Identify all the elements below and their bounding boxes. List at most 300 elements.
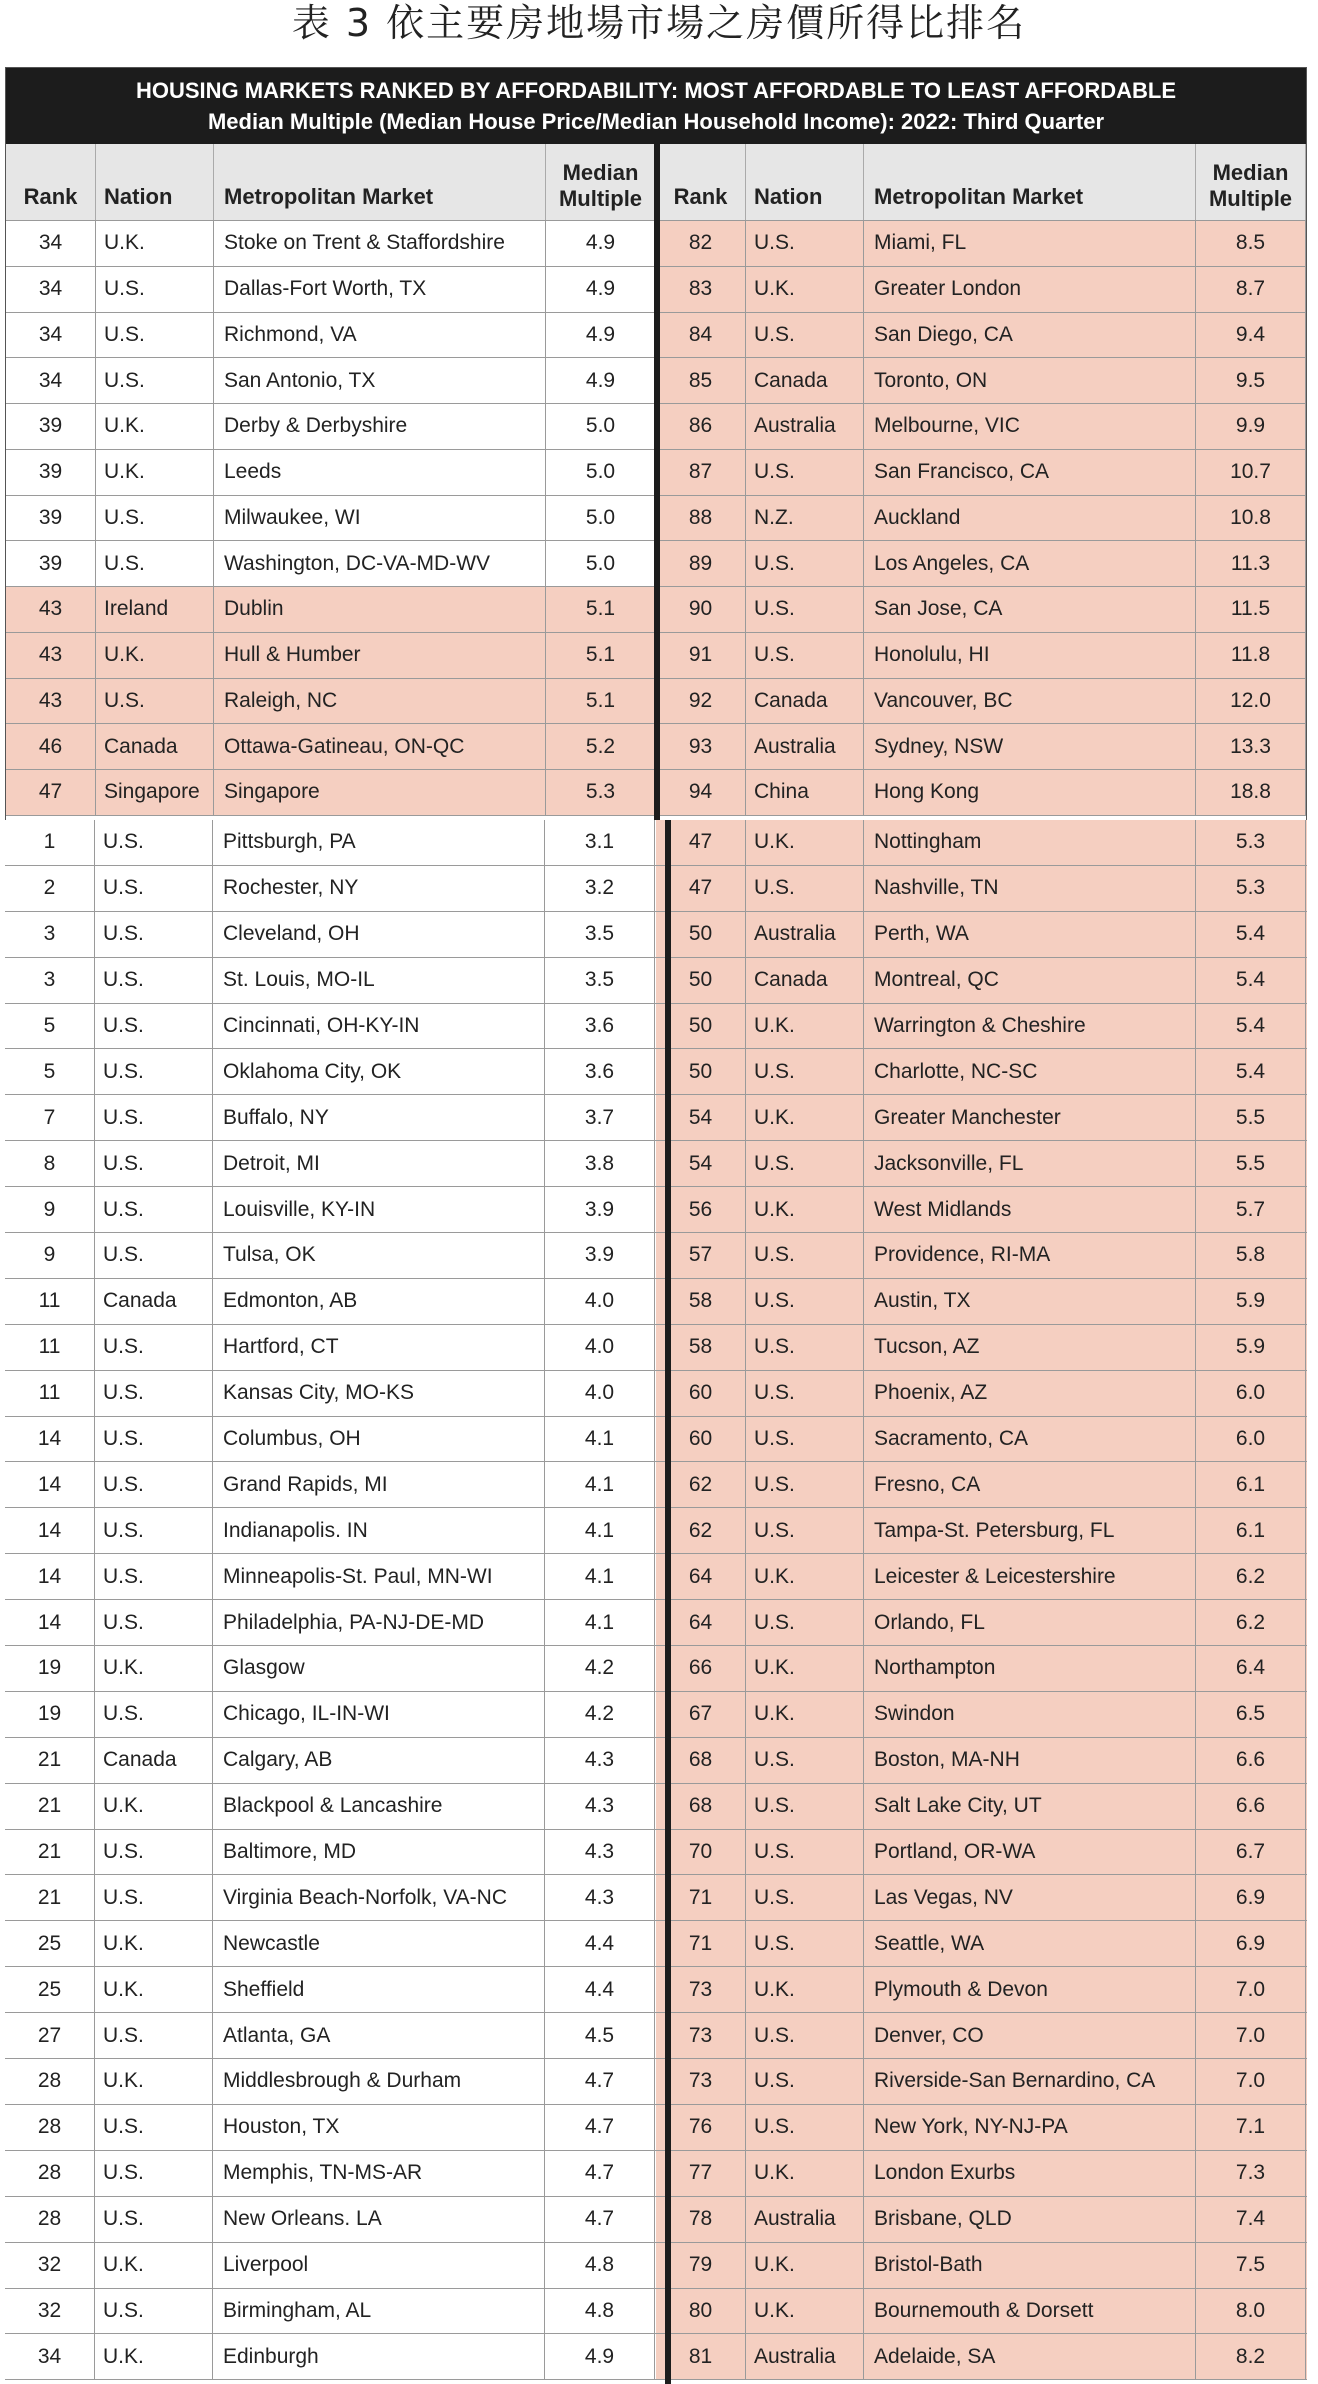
multiple-cell: 3.6 bbox=[545, 1049, 655, 1094]
metro-cell: Montreal, QC bbox=[864, 958, 1196, 1003]
multiple-cell: 6.6 bbox=[1196, 1784, 1306, 1829]
multiple-cell: 6.9 bbox=[1196, 1921, 1306, 1966]
rank-cell: 76 bbox=[656, 2105, 746, 2150]
rank-cell: 14 bbox=[5, 1417, 95, 1462]
metro-cell: Auckland bbox=[864, 496, 1196, 541]
multiple-cell: 9.5 bbox=[1196, 358, 1306, 403]
nation-cell: U.S. bbox=[95, 1600, 213, 1645]
metro-cell: Columbus, OH bbox=[213, 1417, 545, 1462]
table-row bbox=[5, 1921, 656, 1967]
rank-cell: 60 bbox=[656, 1371, 746, 1416]
table-row bbox=[5, 2151, 656, 2197]
multiple-cell: 4.3 bbox=[545, 1738, 655, 1783]
multiple-cell: 3.7 bbox=[545, 1095, 655, 1140]
banner-line-2: Median Multiple (Median House Price/Median Household Income): 2022: Third Quarter bbox=[207, 109, 1105, 134]
multiple-cell: 4.9 bbox=[546, 221, 656, 266]
multiple-cell: 6.0 bbox=[1196, 1371, 1306, 1416]
metro-cell: San Diego, CA bbox=[864, 313, 1196, 358]
multiple-cell: 5.9 bbox=[1196, 1325, 1306, 1370]
nation-cell: U.S. bbox=[746, 2105, 864, 2150]
metro-cell: London Exurbs bbox=[864, 2151, 1196, 2196]
table-row bbox=[656, 1004, 1307, 1050]
nation-cell: U.S. bbox=[95, 2289, 213, 2334]
rank-cell: 21 bbox=[5, 1784, 95, 1829]
table-row bbox=[656, 1600, 1307, 1646]
metro-cell: Warrington & Cheshire bbox=[864, 1004, 1196, 1049]
rank-cell: 67 bbox=[656, 1692, 746, 1737]
nation-cell: U.S. bbox=[96, 496, 214, 541]
metro-cell: Raleigh, NC bbox=[214, 679, 546, 724]
metro-cell: Chicago, IL-IN-WI bbox=[213, 1692, 545, 1737]
bottom-right-half bbox=[656, 820, 1307, 2380]
nation-cell: U.S. bbox=[746, 1417, 864, 1462]
metro-cell: Orlando, FL bbox=[864, 1600, 1196, 1645]
metro-cell: Hartford, CT bbox=[213, 1325, 545, 1370]
nation-cell: U.K. bbox=[95, 2243, 213, 2288]
table-row bbox=[656, 1830, 1307, 1876]
metro-cell: Plymouth & Devon bbox=[864, 1967, 1196, 2012]
metro-cell: Salt Lake City, UT bbox=[864, 1784, 1196, 1829]
multiple-cell: 4.9 bbox=[545, 2334, 655, 2379]
table-row bbox=[5, 1784, 656, 1830]
rank-cell: 7 bbox=[5, 1095, 95, 1140]
multiple-cell: 11.5 bbox=[1196, 587, 1306, 632]
metro-cell: Swindon bbox=[864, 1692, 1196, 1737]
rank-cell: 21 bbox=[5, 1830, 95, 1875]
nation-cell: U.S. bbox=[95, 1004, 213, 1049]
nation-cell: China bbox=[746, 770, 864, 815]
table-row bbox=[656, 358, 1306, 404]
metro-cell: Middlesbrough & Durham bbox=[213, 2059, 545, 2104]
multiple-cell: 7.0 bbox=[1196, 2013, 1306, 2058]
rank-cell: 28 bbox=[5, 2059, 95, 2104]
table-row bbox=[5, 1371, 656, 1417]
table-row bbox=[6, 404, 656, 450]
metro-cell: Minneapolis-St. Paul, MN-WI bbox=[213, 1554, 545, 1599]
rank-cell: 19 bbox=[5, 1646, 95, 1691]
multiple-cell: 5.3 bbox=[546, 770, 656, 815]
header-rank: Rank bbox=[656, 144, 746, 220]
table-row bbox=[656, 1784, 1307, 1830]
multiple-cell: 4.7 bbox=[545, 2105, 655, 2150]
table-row bbox=[656, 1508, 1307, 1554]
table-row bbox=[656, 587, 1306, 633]
metro-cell: Greater London bbox=[864, 267, 1196, 312]
metro-cell: Pittsburgh, PA bbox=[213, 820, 545, 865]
metro-cell: Riverside-San Bernardino, CA bbox=[864, 2059, 1196, 2104]
bottom-left-half bbox=[5, 820, 656, 2380]
table-row bbox=[5, 1279, 656, 1325]
multiple-cell: 9.9 bbox=[1196, 404, 1306, 449]
rank-cell: 73 bbox=[656, 2059, 746, 2104]
header-multiple bbox=[1196, 144, 1306, 220]
table-row bbox=[5, 1600, 656, 1646]
table-row bbox=[656, 1049, 1307, 1095]
multiple-cell: 5.3 bbox=[1196, 820, 1306, 865]
nation-cell: U.K. bbox=[746, 1095, 864, 1140]
metro-cell: Austin, TX bbox=[864, 1279, 1196, 1324]
table-row bbox=[656, 633, 1306, 679]
nation-cell: U.S. bbox=[95, 1141, 213, 1186]
nation-cell: U.K. bbox=[746, 1646, 864, 1691]
header-rank: Rank bbox=[6, 144, 96, 220]
metro-cell: Richmond, VA bbox=[214, 313, 546, 358]
multiple-cell: 5.8 bbox=[1196, 1233, 1306, 1278]
rank-cell: 43 bbox=[6, 633, 96, 678]
bottom-table-body bbox=[5, 820, 1307, 2380]
table-row bbox=[656, 1141, 1307, 1187]
rank-cell: 28 bbox=[5, 2151, 95, 2196]
metro-cell: Hong Kong bbox=[864, 770, 1196, 815]
multiple-cell: 4.1 bbox=[545, 1600, 655, 1645]
table-row bbox=[656, 1187, 1307, 1233]
metro-cell: Perth, WA bbox=[864, 912, 1196, 957]
table-row bbox=[5, 1462, 656, 1508]
nation-cell: U.K. bbox=[96, 633, 214, 678]
rank-cell: 34 bbox=[6, 267, 96, 312]
rank-cell: 82 bbox=[656, 221, 746, 266]
metro-cell: Bristol-Bath bbox=[864, 2243, 1196, 2288]
header-nation: Nation bbox=[96, 144, 214, 220]
rank-cell: 62 bbox=[656, 1508, 746, 1553]
multiple-cell: 6.1 bbox=[1196, 1462, 1306, 1507]
rank-cell: 3 bbox=[5, 958, 95, 1003]
nation-cell: U.S. bbox=[95, 1462, 213, 1507]
rank-cell: 73 bbox=[656, 2013, 746, 2058]
nation-cell: Singapore bbox=[96, 770, 214, 815]
table-row bbox=[5, 1554, 656, 1600]
table-row bbox=[5, 1049, 656, 1095]
top-right-half bbox=[656, 144, 1306, 816]
table-row bbox=[6, 541, 656, 587]
metro-cell: Boston, MA-NH bbox=[864, 1738, 1196, 1783]
metro-cell: Seattle, WA bbox=[864, 1921, 1196, 1966]
metro-cell: Glasgow bbox=[213, 1646, 545, 1691]
table-row bbox=[656, 1646, 1307, 1692]
nation-cell: U.S. bbox=[95, 1095, 213, 1140]
multiple-cell: 8.5 bbox=[1196, 221, 1306, 266]
header-row bbox=[656, 144, 1306, 221]
metro-cell: Virginia Beach-Norfolk, VA-NC bbox=[213, 1875, 545, 1920]
nation-cell: U.S. bbox=[95, 958, 213, 1003]
header-multiple-line-2: Multiple bbox=[1208, 186, 1293, 211]
nation-cell: U.K. bbox=[96, 221, 214, 266]
multiple-cell: 5.2 bbox=[546, 724, 656, 769]
rank-cell: 3 bbox=[5, 912, 95, 957]
multiple-cell: 6.0 bbox=[1196, 1417, 1306, 1462]
multiple-cell: 4.1 bbox=[545, 1417, 655, 1462]
rank-cell: 46 bbox=[6, 724, 96, 769]
multiple-cell: 4.4 bbox=[545, 1967, 655, 2012]
nation-cell: Australia bbox=[746, 404, 864, 449]
rank-cell: 73 bbox=[656, 1967, 746, 2012]
table-row bbox=[656, 496, 1306, 542]
rank-cell: 8 bbox=[5, 1141, 95, 1186]
rank-cell: 62 bbox=[656, 1462, 746, 1507]
rank-cell: 57 bbox=[656, 1233, 746, 1278]
rank-cell: 50 bbox=[656, 912, 746, 957]
top-table bbox=[5, 67, 1307, 821]
table-row bbox=[656, 1875, 1307, 1921]
header-metro: Metropolitan Market bbox=[864, 144, 1196, 220]
metro-cell: Grand Rapids, MI bbox=[213, 1462, 545, 1507]
rank-cell: 28 bbox=[5, 2105, 95, 2150]
table-row bbox=[5, 958, 656, 1004]
metro-cell: Buffalo, NY bbox=[213, 1095, 545, 1140]
metro-cell: Kansas City, MO-KS bbox=[213, 1371, 545, 1416]
multiple-cell: 4.1 bbox=[545, 1554, 655, 1599]
nation-cell: U.K. bbox=[95, 1967, 213, 2012]
table-row bbox=[656, 958, 1307, 1004]
nation-cell: U.S. bbox=[746, 1325, 864, 1370]
multiple-cell: 6.1 bbox=[1196, 1508, 1306, 1553]
metro-cell: Houston, TX bbox=[213, 2105, 545, 2150]
metro-cell: Calgary, AB bbox=[213, 1738, 545, 1783]
metro-cell: Vancouver, BC bbox=[864, 679, 1196, 724]
metro-cell: Fresno, CA bbox=[864, 1462, 1196, 1507]
rank-cell: 64 bbox=[656, 1554, 746, 1599]
table-row bbox=[6, 313, 656, 359]
rank-cell: 80 bbox=[656, 2289, 746, 2334]
multiple-cell: 4.7 bbox=[545, 2197, 655, 2242]
rank-cell: 25 bbox=[5, 1921, 95, 1966]
metro-cell: New Orleans. LA bbox=[213, 2197, 545, 2242]
nation-cell: Canada bbox=[746, 358, 864, 403]
table-row bbox=[5, 1830, 656, 1876]
rank-cell: 9 bbox=[5, 1187, 95, 1232]
table-row bbox=[656, 1738, 1307, 1784]
metro-cell: West Midlands bbox=[864, 1187, 1196, 1232]
multiple-cell: 4.0 bbox=[545, 1279, 655, 1324]
nation-cell: U.K. bbox=[95, 1784, 213, 1829]
nation-cell: U.S. bbox=[746, 1279, 864, 1324]
bottom-table bbox=[5, 820, 1307, 2384]
rank-cell: 92 bbox=[656, 679, 746, 724]
metro-cell: Jacksonville, FL bbox=[864, 1141, 1196, 1186]
metro-cell: Las Vegas, NV bbox=[864, 1875, 1196, 1920]
rank-cell: 43 bbox=[6, 679, 96, 724]
table-row bbox=[656, 313, 1306, 359]
table-row bbox=[656, 2105, 1307, 2151]
table-row bbox=[6, 770, 656, 816]
metro-cell: Leicester & Leicestershire bbox=[864, 1554, 1196, 1599]
multiple-cell: 5.1 bbox=[546, 587, 656, 632]
rank-cell: 39 bbox=[6, 450, 96, 495]
multiple-cell: 5.0 bbox=[546, 404, 656, 449]
table-row bbox=[5, 1095, 656, 1141]
rank-cell: 11 bbox=[5, 1325, 95, 1370]
nation-cell: U.K. bbox=[95, 2334, 213, 2379]
metro-cell: Rochester, NY bbox=[213, 866, 545, 911]
rank-cell: 5 bbox=[5, 1004, 95, 1049]
table-row bbox=[656, 1554, 1307, 1600]
metro-cell: Cleveland, OH bbox=[213, 912, 545, 957]
metro-cell: San Francisco, CA bbox=[864, 450, 1196, 495]
table-row bbox=[6, 587, 656, 633]
rank-cell: 58 bbox=[656, 1325, 746, 1370]
rank-cell: 1 bbox=[5, 820, 95, 865]
column-divider bbox=[654, 144, 660, 820]
nation-cell: U.K. bbox=[95, 1921, 213, 1966]
nation-cell: U.S. bbox=[96, 358, 214, 403]
metro-cell: Singapore bbox=[214, 770, 546, 815]
metro-cell: Newcastle bbox=[213, 1921, 545, 1966]
multiple-cell: 3.1 bbox=[545, 820, 655, 865]
table-row bbox=[6, 221, 656, 267]
column-divider bbox=[665, 820, 671, 2384]
rank-cell: 89 bbox=[656, 541, 746, 586]
table-row bbox=[656, 770, 1306, 816]
table-row bbox=[5, 1417, 656, 1463]
table-row bbox=[656, 1921, 1307, 1967]
metro-cell: Oklahoma City, OK bbox=[213, 1049, 545, 1094]
metro-cell: Blackpool & Lancashire bbox=[213, 1784, 545, 1829]
multiple-cell: 5.4 bbox=[1196, 1049, 1306, 1094]
metro-cell: Dallas-Fort Worth, TX bbox=[214, 267, 546, 312]
multiple-cell: 5.0 bbox=[546, 450, 656, 495]
rank-cell: 78 bbox=[656, 2197, 746, 2242]
metro-cell: Milwaukee, WI bbox=[214, 496, 546, 541]
metro-cell: Edinburgh bbox=[213, 2334, 545, 2379]
multiple-cell: 7.0 bbox=[1196, 2059, 1306, 2104]
multiple-cell: 5.4 bbox=[1196, 958, 1306, 1003]
nation-cell: U.S. bbox=[96, 679, 214, 724]
nation-cell: U.K. bbox=[746, 1554, 864, 1599]
metro-cell: Nashville, TN bbox=[864, 866, 1196, 911]
multiple-cell: 5.3 bbox=[1196, 866, 1306, 911]
metro-cell: Sacramento, CA bbox=[864, 1417, 1196, 1462]
top-right-rows bbox=[656, 221, 1306, 816]
rank-cell: 66 bbox=[656, 1646, 746, 1691]
table-row bbox=[656, 2289, 1307, 2335]
table-row bbox=[656, 1279, 1307, 1325]
rank-cell: 71 bbox=[656, 1921, 746, 1966]
nation-cell: U.S. bbox=[746, 1784, 864, 1829]
rank-cell: 85 bbox=[656, 358, 746, 403]
metro-cell: Cincinnati, OH-KY-IN bbox=[213, 1004, 545, 1049]
multiple-cell: 4.5 bbox=[545, 2013, 655, 2058]
rank-cell: 54 bbox=[656, 1141, 746, 1186]
rank-cell: 71 bbox=[656, 1875, 746, 1920]
rank-cell: 5 bbox=[5, 1049, 95, 1094]
nation-cell: U.K. bbox=[746, 2243, 864, 2288]
nation-cell: U.S. bbox=[95, 1508, 213, 1553]
metro-cell: Louisville, KY-IN bbox=[213, 1187, 545, 1232]
rank-cell: 39 bbox=[6, 541, 96, 586]
rank-cell: 50 bbox=[656, 958, 746, 1003]
rank-cell: 14 bbox=[5, 1554, 95, 1599]
nation-cell: U.K. bbox=[95, 2059, 213, 2104]
metro-cell: Nottingham bbox=[864, 820, 1196, 865]
nation-cell: Canada bbox=[95, 1738, 213, 1783]
nation-cell: N.Z. bbox=[746, 496, 864, 541]
metro-cell: New York, NY-NJ-PA bbox=[864, 2105, 1196, 2150]
nation-cell: U.K. bbox=[746, 267, 864, 312]
metro-cell: Melbourne, VIC bbox=[864, 404, 1196, 449]
multiple-cell: 6.4 bbox=[1196, 1646, 1306, 1691]
multiple-cell: 9.4 bbox=[1196, 313, 1306, 358]
multiple-cell: 11.8 bbox=[1196, 633, 1306, 678]
metro-cell: Stoke on Trent & Staffordshire bbox=[214, 221, 546, 266]
rank-cell: 11 bbox=[5, 1371, 95, 1416]
nation-cell: U.S. bbox=[95, 1875, 213, 1920]
nation-cell: U.K. bbox=[746, 1004, 864, 1049]
table-row bbox=[5, 1738, 656, 1784]
header-multiple-line-1: Median bbox=[562, 160, 639, 185]
table-row bbox=[5, 2013, 656, 2059]
metro-cell: Los Angeles, CA bbox=[864, 541, 1196, 586]
table-row bbox=[656, 1417, 1307, 1463]
nation-cell: U.S. bbox=[746, 587, 864, 632]
rank-cell: 54 bbox=[656, 1095, 746, 1140]
table-row bbox=[5, 2334, 656, 2380]
multiple-cell: 13.3 bbox=[1196, 724, 1306, 769]
multiple-cell: 5.1 bbox=[546, 679, 656, 724]
rank-cell: 32 bbox=[5, 2289, 95, 2334]
multiple-cell: 4.0 bbox=[545, 1325, 655, 1370]
table-row bbox=[6, 450, 656, 496]
metro-cell: Dublin bbox=[214, 587, 546, 632]
rank-cell: 86 bbox=[656, 404, 746, 449]
multiple-cell: 6.7 bbox=[1196, 1830, 1306, 1875]
nation-cell: U.S. bbox=[746, 1600, 864, 1645]
metro-cell: Miami, FL bbox=[864, 221, 1196, 266]
rank-cell: 27 bbox=[5, 2013, 95, 2058]
nation-cell: U.S. bbox=[95, 1692, 213, 1737]
table-row bbox=[656, 1233, 1307, 1279]
rank-cell: 58 bbox=[656, 1279, 746, 1324]
multiple-cell: 4.2 bbox=[545, 1646, 655, 1691]
nation-cell: U.K. bbox=[746, 1967, 864, 2012]
metro-cell: Brisbane, QLD bbox=[864, 2197, 1196, 2242]
table-row bbox=[656, 1325, 1307, 1371]
rank-cell: 11 bbox=[5, 1279, 95, 1324]
nation-cell: Canada bbox=[96, 724, 214, 769]
table-row bbox=[5, 1141, 656, 1187]
table-row bbox=[5, 1325, 656, 1371]
table-row bbox=[5, 866, 656, 912]
header-multiple-line-2: Multiple bbox=[558, 186, 643, 211]
rank-cell: 94 bbox=[656, 770, 746, 815]
table-row bbox=[6, 679, 656, 725]
nation-cell: Canada bbox=[746, 958, 864, 1003]
metro-cell: Ottawa-Gatineau, ON-QC bbox=[214, 724, 546, 769]
rank-cell: 70 bbox=[656, 1830, 746, 1875]
rank-cell: 91 bbox=[656, 633, 746, 678]
multiple-cell: 6.6 bbox=[1196, 1738, 1306, 1783]
multiple-cell: 10.7 bbox=[1196, 450, 1306, 495]
rank-cell: 34 bbox=[6, 313, 96, 358]
multiple-cell: 6.2 bbox=[1196, 1600, 1306, 1645]
multiple-cell: 5.9 bbox=[1196, 1279, 1306, 1324]
rank-cell: 34 bbox=[5, 2334, 95, 2379]
metro-cell: Philadelphia, PA-NJ-DE-MD bbox=[213, 1600, 545, 1645]
multiple-cell: 4.3 bbox=[545, 1784, 655, 1829]
multiple-cell: 4.3 bbox=[545, 1830, 655, 1875]
multiple-cell: 3.2 bbox=[545, 866, 655, 911]
metro-cell: Adelaide, SA bbox=[864, 2334, 1196, 2379]
multiple-cell: 7.0 bbox=[1196, 1967, 1306, 2012]
multiple-cell: 5.1 bbox=[546, 633, 656, 678]
rank-cell: 87 bbox=[656, 450, 746, 495]
header-multiple bbox=[546, 144, 656, 220]
multiple-cell: 4.8 bbox=[545, 2243, 655, 2288]
multiple-cell: 3.6 bbox=[545, 1004, 655, 1049]
metro-cell: Tucson, AZ bbox=[864, 1325, 1196, 1370]
nation-cell: U.K. bbox=[96, 450, 214, 495]
metro-cell: Bournemouth & Dorsett bbox=[864, 2289, 1196, 2334]
table-row bbox=[6, 267, 656, 313]
